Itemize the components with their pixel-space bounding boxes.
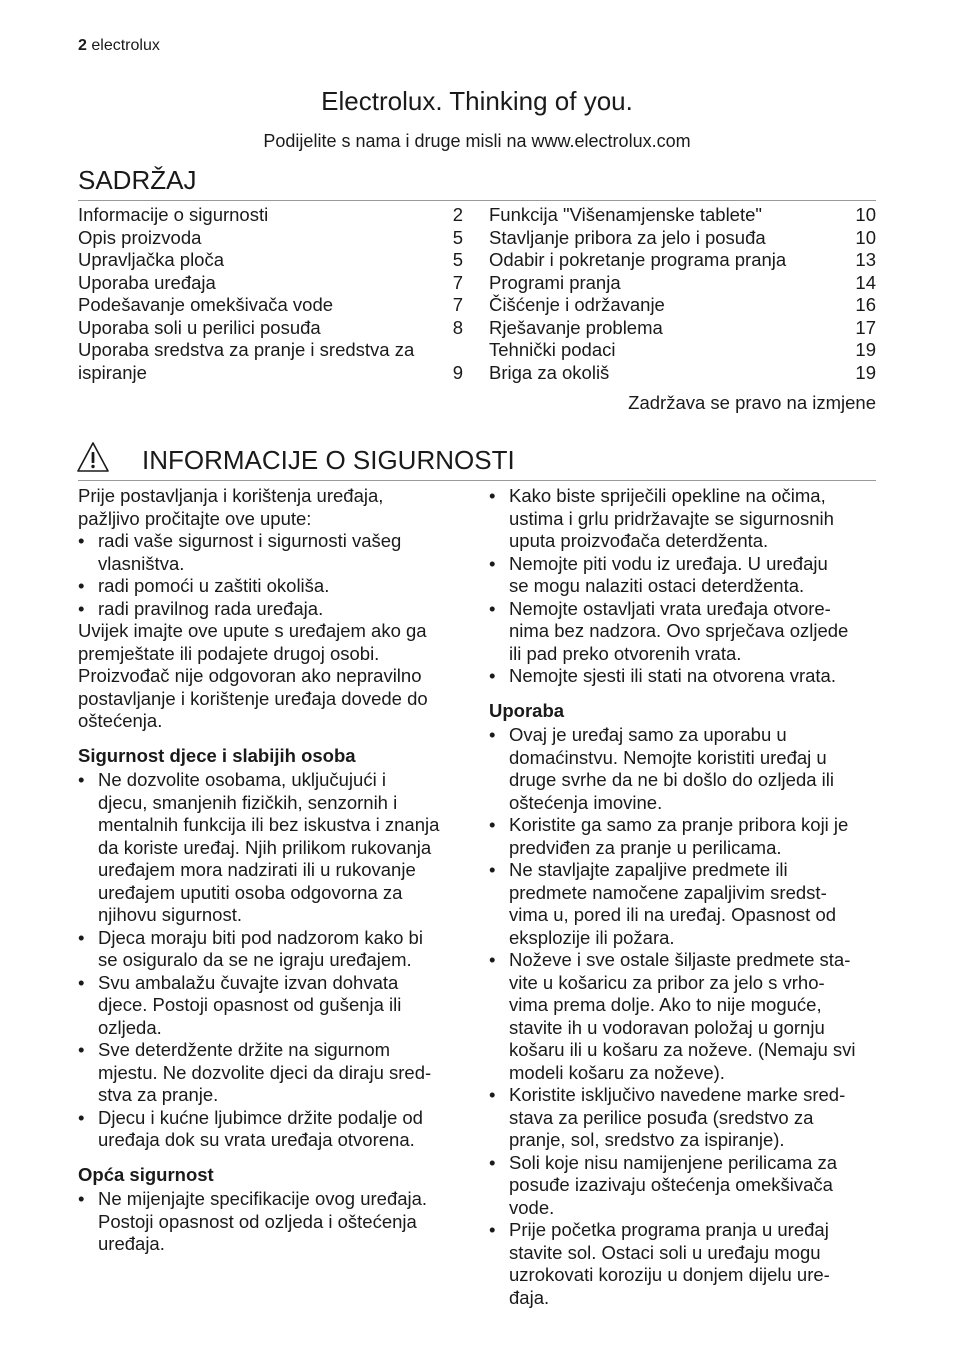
- use-list: [489, 724, 879, 1309]
- toc-entry-page: 19: [855, 339, 876, 360]
- toc-entry[interactable]: [489, 362, 876, 385]
- toc-entry-page: 7: [452, 271, 463, 293]
- list-item: • Sve deterdžente držite na sigurnom mjestu. Ne dozvolite djeci da diraju sred- stva za pranje.: [78, 1039, 463, 1107]
- list-item: • Nemojte piti vodu iz uređaja. U uređaju se mogu nalaziti ostaci deterdženta.: [489, 553, 879, 598]
- toc-entry-label: Tehnički podaci: [489, 339, 616, 360]
- toc-entry[interactable]: [78, 272, 463, 295]
- toc-entry-page: 7: [452, 294, 463, 315]
- intro-text: Prije postavljanja i korištenja uređaja, pažljivo pročitajte ove upute:: [78, 485, 384, 529]
- toc-entry-label: Odabir i pokretanje programa pranja: [489, 249, 787, 270]
- toc-entry-label: Čišćenje i održavanje: [489, 294, 665, 315]
- toc-entry[interactable]: [489, 227, 876, 250]
- toc-entry-label: Uporaba uređaja: [78, 271, 216, 293]
- list-item: • Djeca moraju biti pod nadzorom kako bi se osiguralo da se ne igraju uređajem.: [78, 927, 463, 972]
- toc-entry[interactable]: [489, 317, 876, 340]
- list-item: • radi pravilnog rada uređaja.: [78, 598, 463, 621]
- toc-entry-page: 16: [855, 294, 876, 315]
- detergent-safety-list: [489, 485, 879, 688]
- share-line: Podijelite s nama i druge misli na www.electrolux.com: [263, 131, 691, 151]
- list-item: • Koristite ga samo za pranje pribora koji je predviđen za pranje u perilicama.: [489, 814, 879, 859]
- toc-entry-page: 19: [855, 361, 876, 383]
- list-item: • Soli koje nisu namijenjene perilicama za posuđe izazivaju oštećenja omekšivača vode.: [489, 1152, 879, 1220]
- toc-entry-label: Briga za okoliš: [489, 361, 610, 383]
- list-item: • Prije početka programa pranja u uređaj stavite sol. Ostaci soli u uređaju mogu uzrokovati koroziju u donjem dijelu ure- đaja.: [489, 1219, 879, 1309]
- toc-entry[interactable]: [78, 339, 463, 384]
- toc-entry-label: Podešavanje omekšivača vode: [78, 294, 334, 315]
- list-item: • radi vaše sigurnost i sigurnosti vašeg vlasništva.: [78, 530, 463, 575]
- toc-entry-page: 5: [452, 249, 463, 270]
- page-number: 2: [78, 37, 87, 54]
- toc-entry-page: 17: [855, 316, 876, 338]
- toc-entry-label: Stavljanje pribora za jelo i posuđa: [489, 226, 766, 248]
- toc-entry[interactable]: [489, 249, 876, 272]
- list-item: • Ne dozvolite osobama, uključujući i djecu, smanjenih fizičkih, senzornih i mentalnih funkcija ili bez iskustva i znanja da koriste uređaj. Njih prilikom rukovanja uređajem mora nadzirati ili u rukovanje uređajem uputiti osoba odgovorna za njihovu sigurnost.: [78, 769, 463, 927]
- toc-entry-page: 9: [452, 361, 463, 383]
- intro-list: [78, 530, 463, 620]
- subheading-children-safety: Sigurnost djece i slabijih osoba: [78, 744, 356, 766]
- toc-entry[interactable]: [78, 249, 463, 272]
- toc-entry[interactable]: [489, 339, 876, 362]
- toc-title: SADRŽAJ: [78, 165, 197, 195]
- page-header: [78, 37, 160, 55]
- list-item: • Ne stavljajte zapaljive predmete ili predmete namočene zapaljivim sredst- vima u, pored ili na uređaj. Opasnost od eksplozije ili požara.: [489, 859, 879, 949]
- list-item: • Ne mijenjajte specifikacije ovog uređaja. Postoji opasnost od ozljeda i oštećenja uređaja.: [78, 1188, 463, 1256]
- section-divider: [78, 480, 876, 481]
- toc-entry-label-line1: Uporaba sredstva za pranje i sredstva za: [78, 339, 415, 360]
- toc-entry[interactable]: [78, 294, 463, 317]
- tagline: Electrolux. Thinking of you.: [321, 86, 633, 116]
- toc-entry[interactable]: [489, 204, 876, 227]
- toc-entry-label-line2: ispiranje: [78, 361, 147, 383]
- toc-entry-page: 13: [855, 249, 876, 270]
- warning-triangle-icon: [76, 441, 110, 473]
- toc-entry-page: 8: [452, 316, 463, 338]
- general-safety-list: [78, 1188, 463, 1256]
- list-item: • Ovaj je uređaj samo za uporabu u domaćinstvu. Nemojte koristiti uređaj u druge svrhe da ne bi došlo do ozljeda ili oštećenja imovine.: [489, 724, 879, 814]
- safety-right-column: [489, 485, 879, 1309]
- list-item: • Noževe i sve ostale šiljaste predmete sta- vite u košaricu za pribor za jelo s vrho- vima prema dolje. Ako to nije moguće, stavite ih u vodoravan položaj u gornju košaru ili u košaru za noževe. (Nemaju svi modeli košaru za noževe).: [489, 949, 879, 1084]
- toc-right-column: [489, 204, 876, 384]
- toc-left-column: [78, 204, 463, 384]
- toc-entry[interactable]: [78, 317, 463, 340]
- toc-entry-page: 2: [452, 204, 463, 225]
- subheading-use: Uporaba: [489, 699, 565, 721]
- toc-entry-label: Rješavanje problema: [489, 316, 663, 338]
- paragraph: Proizvođač nije odgovoran ako nepravilno postavljanje i korištenje uređaja dovede do oštećenja.: [78, 665, 428, 731]
- paragraph: Uvijek imajte ove upute s uređajem ako ga premještate ili podajete drugoj osobi.: [78, 620, 427, 664]
- toc-entry-page: 14: [855, 271, 876, 293]
- list-item: • Nemojte ostavljati vrata uređaja otvore- nima bez nadzora. Ovo sprječava ozljede ili pad preko otvorenih vrata.: [489, 598, 879, 666]
- section-title: INFORMACIJE O SIGURNOSTI: [142, 445, 515, 475]
- brand-name: electrolux: [91, 37, 160, 54]
- toc-entry-label: Informacije o sigurnosti: [78, 204, 269, 225]
- list-item: • Nemojte sjesti ili stati na otvorena vrata.: [489, 665, 879, 688]
- toc-entry-page: 10: [855, 226, 876, 248]
- toc-entry[interactable]: [489, 272, 876, 295]
- toc-entry-label: Upravljačka ploča: [78, 249, 225, 270]
- toc-entry-label: Programi pranja: [489, 271, 621, 293]
- toc-entry-page: 5: [452, 226, 463, 248]
- toc-entry[interactable]: [78, 204, 463, 227]
- list-item: • Svu ambalažu čuvajte izvan dohvata djece. Postoji opasnost od gušenja ili ozljeda.: [78, 972, 463, 1040]
- list-item: • Koristite isključivo navedene marke sred- stava za perilice posuđa (sredstvo za pranje, sol, sredstvo za ispiranje).: [489, 1084, 879, 1152]
- list-item: • Kako biste spriječili opekline na očima, ustima i grlu pridržavajte se sigurnosnih uputa proizvođača deterdženta.: [489, 485, 879, 553]
- list-item: • Djecu i kućne ljubimce držite podalje od uređaja dok su vrata uređaja otvorena.: [78, 1107, 463, 1152]
- toc-entry-label: Funkcija "Višenamjenske tablete": [489, 204, 762, 225]
- toc-entry-label: Uporaba soli u perilici posuđa: [78, 316, 321, 338]
- list-item: • radi pomoći u zaštiti okoliša.: [78, 575, 463, 598]
- children-safety-list: [78, 769, 463, 1152]
- toc-entry-page: 10: [855, 204, 876, 225]
- toc-divider: [78, 200, 876, 201]
- toc-entry[interactable]: [489, 294, 876, 317]
- subheading-general-safety: Opća sigurnost: [78, 1163, 214, 1185]
- toc-entry[interactable]: [78, 227, 463, 250]
- toc-entry-label: Opis proizvoda: [78, 226, 202, 248]
- safety-left-column: [78, 485, 463, 1256]
- reserve-note: Zadržava se pravo na izmjene: [628, 392, 876, 413]
